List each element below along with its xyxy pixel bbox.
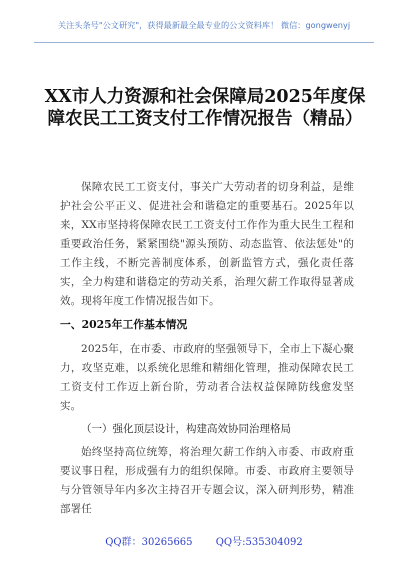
document-title: XX市人力资源和社会保障局2025年度保障农民工工资支付工作情况报告（精品） xyxy=(44,87,366,129)
footer-qq-group: QQ群：30265665 xyxy=(105,537,193,548)
header-divider xyxy=(34,42,374,43)
intro-paragraph: 保障农民工工资支付，事关广大劳动者的切身利益，是维护社会公平正义、促进社会和谐稳定的重要基石。2025年以来，XX市坚持将保障农民工工资支付工作作为重大民生工程和重要政治任务，紧紧围绕"源头预防、动态监管、依法惩处"的工作主线，不断完善制度体系，创新监管方式，强化责任落实，全力构建和谐稳定的劳动关系，治理欠薪工作取得显著成效。现将年度工作情况报告如下。 xyxy=(60,181,354,307)
document-body xyxy=(60,178,354,523)
subsection-paragraph: 始终坚持高位统筹，将治理欠薪工作纳入市委、市政府重要议事日程，形成强有力的组织保障。市委、市政府主要领导与分管领导年内多次主持召开专题会议，深入研判形势，精准部署任 xyxy=(60,446,354,515)
footer-contact xyxy=(0,533,408,548)
section-heading: 一、2025年工作基本情况 xyxy=(60,318,188,331)
section-paragraph: 2025年，在市委、市政府的坚强领导下，全市上下凝心聚力，攻坚克难，以系统化思维和精细化管理，推动保障农民工工资支付工作迈上新台阶，劳动者合法权益保障防线愈发坚实。 xyxy=(60,343,354,412)
footer-qq-number: QQ号:535304092 xyxy=(215,537,303,548)
subsection-heading: （一）强化顶层设计，构建高效协同治理格局 xyxy=(81,423,291,435)
header-banner: 关注头条号"公文研究"，获得最新最全最专业的公文资料库！ 微信：gongwenyj xyxy=(57,20,351,30)
